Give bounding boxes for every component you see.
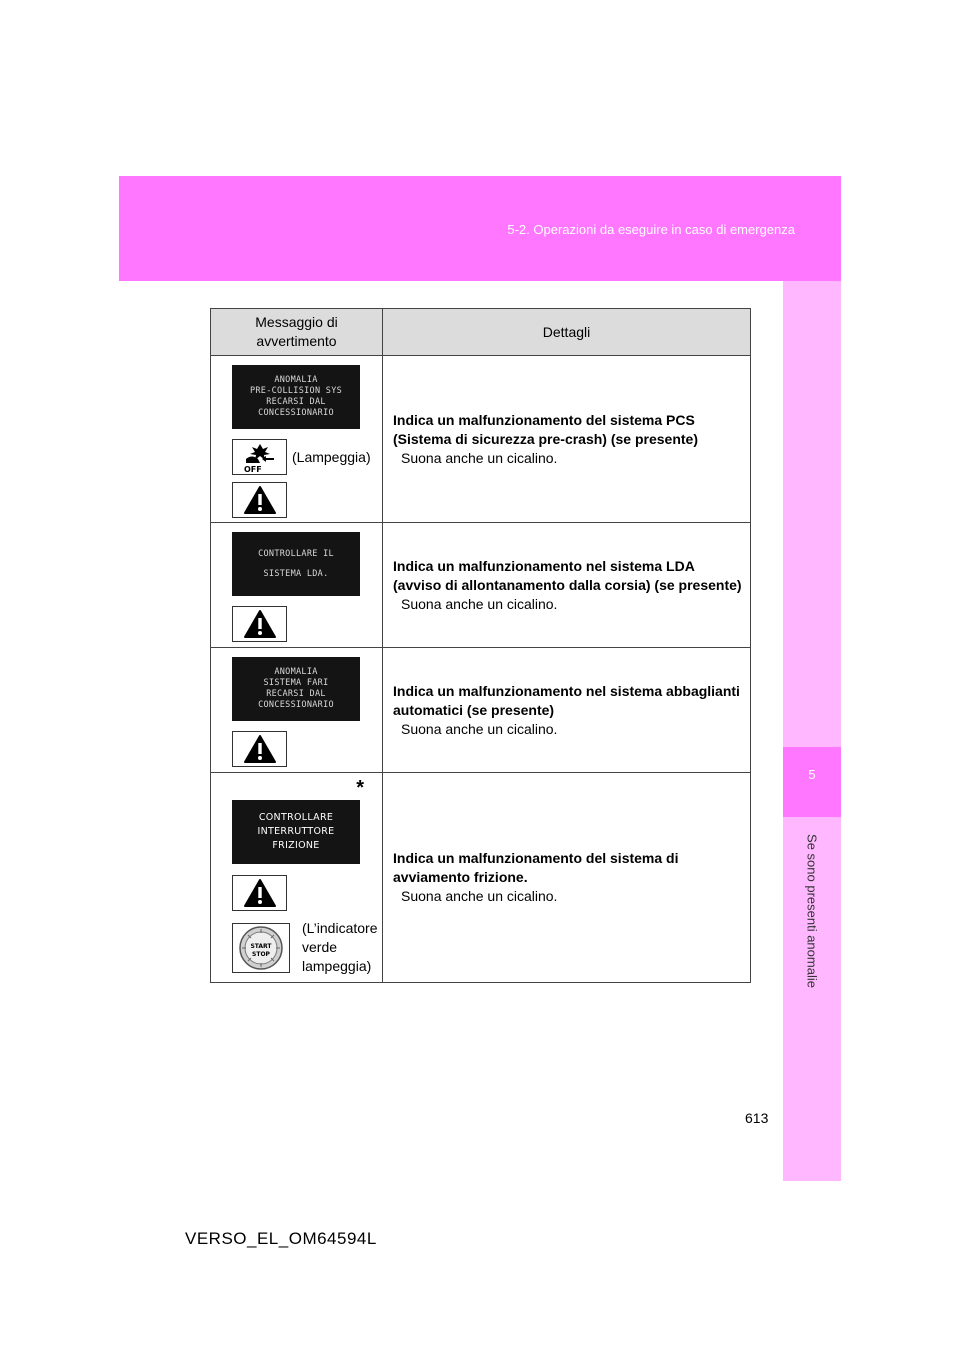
chapter-title: Se sono presenti anomalie: [804, 834, 820, 988]
message-cell: [211, 773, 383, 983]
screen-line: RECARSI DAL: [266, 397, 326, 407]
screen-line: CONCESSIONARIO: [258, 700, 334, 710]
message-cell: [211, 648, 383, 773]
table-row: [211, 523, 751, 648]
indicator-note: [302, 919, 378, 976]
details-cell: [383, 356, 751, 523]
screen-line: FRIZIONE: [272, 840, 320, 851]
screen-line: PRE-COLLISION SYS: [249, 386, 343, 396]
warning-triangle-icon: [232, 606, 287, 642]
svg-text:STOP: STOP: [252, 951, 270, 958]
warning-triangle-icon: [232, 482, 287, 518]
details-cell: [383, 773, 751, 983]
detail-text: Indica un malfunzionamento del sistema di avviamento frizione.: [393, 850, 679, 885]
table-header-row: [211, 309, 751, 356]
svg-text:START: START: [250, 943, 272, 950]
detail-subtext: Suona anche un cicalino.: [401, 720, 558, 737]
warning-triangle-icon: [232, 731, 287, 767]
details-cell: [383, 523, 751, 648]
display-screen: [232, 365, 360, 429]
details-cell: [383, 648, 751, 773]
screen-line: INTERRUTTORE: [257, 826, 335, 837]
display-screen: [232, 657, 360, 721]
document-code: VERSO_EL_OM64594L: [185, 1229, 377, 1248]
chapter-number: 5: [808, 767, 816, 782]
start-stop-button-icon: [232, 923, 290, 973]
display-screen: [232, 800, 360, 864]
note-line: lampeggia): [302, 958, 372, 974]
screen-line: ANOMALIA: [274, 375, 318, 385]
column-header-details: Dettagli: [383, 309, 751, 356]
warning-messages-table: [210, 308, 751, 983]
screen-line: CONTROLLARE: [258, 812, 334, 823]
svg-text:OFF: OFF: [243, 465, 262, 473]
table-row: [211, 648, 751, 773]
display-screen: [232, 532, 360, 596]
detail-text: Indica un malfunzionamento nel sistema LDA (avviso di allontanamento dalla corsia) (se presente): [393, 557, 742, 593]
section-title: 5-2. Operazioni da eseguire in caso di emergenza: [507, 222, 795, 237]
detail-subtext: Suona anche un cicalino.: [401, 449, 558, 466]
chapter-number-box: [783, 747, 841, 817]
screen-line: CONTROLLARE IL: [258, 549, 334, 559]
note-line: (L’indicatore: [302, 920, 378, 936]
table-row: [211, 773, 751, 983]
detail-subtext: Suona anche un cicalino.: [401, 888, 558, 904]
note-line: verde: [302, 939, 338, 955]
flashing-note: (Lampeggia): [292, 449, 371, 465]
table-row: [211, 356, 751, 523]
detail-text: Indica un malfunzionamento del sistema PCS (Sistema di sicurezza pre-crash) (se presente): [393, 411, 699, 447]
detail-subtext: Suona anche un cicalino.: [401, 595, 558, 612]
chapter-side-tab: [783, 281, 841, 1181]
screen-line: CONCESSIONARIO: [258, 408, 334, 418]
detail-text: Indica un malfunzionamento nel sistema abbaglianti automatici (se presente): [393, 682, 740, 718]
header-band: [119, 176, 841, 281]
screen-line: SISTEMA FARI: [263, 678, 329, 688]
footnote-asterisk: *: [356, 777, 364, 799]
warning-triangle-icon: [232, 875, 287, 911]
screen-line: ANOMALIA: [274, 667, 318, 677]
pcs-off-icon: [232, 439, 287, 475]
page-number: 613: [745, 1110, 769, 1126]
screen-line: SISTEMA LDA.: [263, 569, 329, 579]
message-cell: [211, 523, 383, 648]
message-cell: [211, 356, 383, 523]
column-header-message: Messaggio di avvertimento: [211, 309, 383, 356]
screen-line: RECARSI DAL: [266, 689, 326, 699]
